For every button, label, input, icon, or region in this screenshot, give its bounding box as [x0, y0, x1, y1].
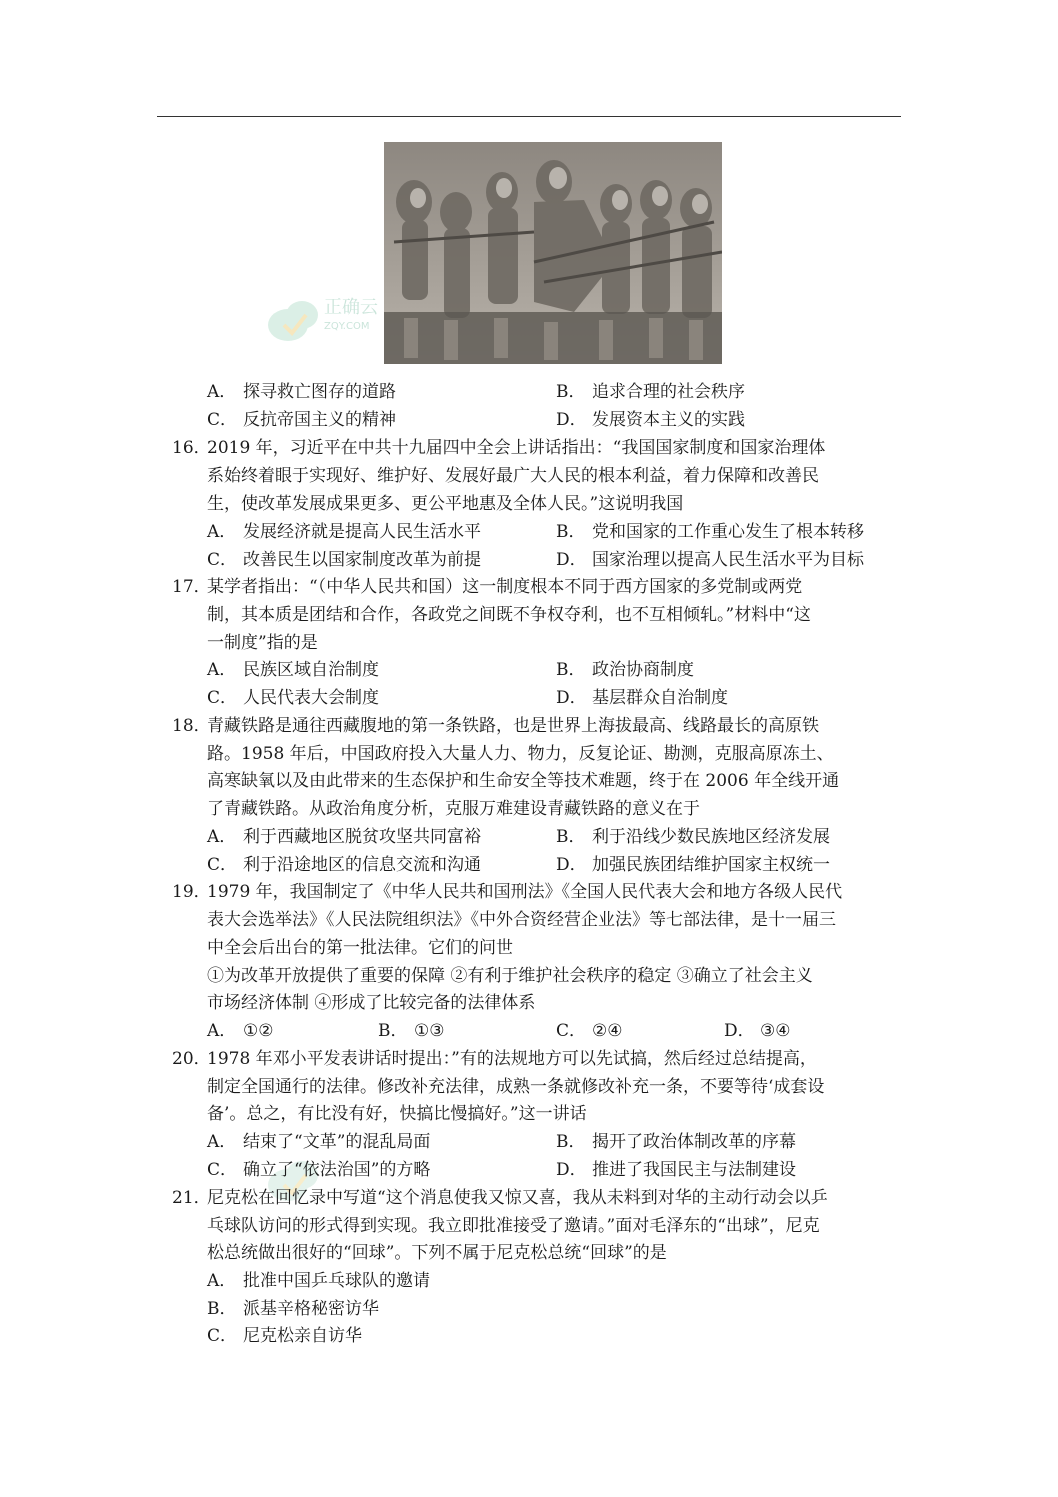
q17-option-a[interactable]: A． 民族区域自治制度 [207, 660, 379, 680]
q21-number: 21． [172, 1188, 211, 1208]
watermark-brand: 正确云 [324, 297, 378, 318]
q18-option-a[interactable]: A． 利于西藏地区脱贫攻坚共同富裕 [207, 827, 481, 847]
q21-option-c[interactable]: C． 尼克松亲自访华 [207, 1326, 362, 1346]
q21-option-a[interactable]: A． 批准中国乒乓球队的邀请 [207, 1271, 430, 1291]
q19-option-d[interactable]: D． ③④ [724, 1021, 791, 1041]
q20-option-a[interactable]: A． 结束了“文革”的混乱局面 [207, 1132, 431, 1152]
q18-option-c[interactable]: C． 利于沿途地区的信息交流和沟通 [207, 855, 481, 875]
q19-number: 19． [172, 882, 211, 902]
q16-number: 16． [172, 438, 211, 458]
cloud-check-icon [262, 285, 382, 355]
q20-option-d[interactable]: D． 推进了我国民主与法制建设 [556, 1160, 796, 1180]
q20-option-c[interactable]: C． 确立了“依法治国”的方略 [207, 1160, 431, 1180]
q19-option-a[interactable]: A． ①② [207, 1021, 274, 1041]
q17-option-d[interactable]: D． 基层群众自治制度 [556, 688, 728, 708]
watermark-domain: ZQY.COM [324, 321, 370, 332]
q20-number: 20． [172, 1049, 211, 1069]
q18-option-b[interactable]: B． 利于沿线少数民族地区经济发展 [556, 827, 830, 847]
watermark-logo-lower [262, 1145, 382, 1220]
q17-option-b[interactable]: B． 政治协商制度 [556, 660, 694, 680]
q16-option-b[interactable]: B． 党和国家的工作重心发生了根本转移 [556, 522, 864, 542]
q19-option-b[interactable]: B． ①③ [378, 1021, 445, 1041]
q16-option-c[interactable]: C． 改善民生以国家制度改革为前提 [207, 550, 481, 570]
q16-option-a[interactable]: A． 发展经济就是提高人民生活水平 [207, 522, 481, 542]
q18-number: 18． [172, 716, 211, 736]
q16-option-d[interactable]: D． 国家治理以提高人民生活水平为目标 [556, 550, 864, 570]
relief-sculpture-image [384, 142, 722, 364]
q20-option-b[interactable]: B． 揭开了政治体制改革的序幕 [556, 1132, 796, 1152]
q15-option-a[interactable]: A． 探寻救亡图存的道路 [207, 382, 396, 402]
q17-number: 17． [172, 577, 211, 597]
q18-option-d[interactable]: D． 加强民族团结维护国家主权统一 [556, 855, 830, 875]
q17-option-c[interactable]: C． 人民代表大会制度 [207, 688, 379, 708]
q21-option-b[interactable]: B． 派基辛格秘密访华 [207, 1299, 379, 1319]
header-rule [157, 116, 901, 117]
q15-option-d[interactable]: D． 发展资本主义的实践 [556, 410, 745, 430]
q15-option-c[interactable]: C． 反抗帝国主义的精神 [207, 410, 396, 430]
watermark-logo [262, 285, 382, 360]
q15-option-b[interactable]: B． 追求合理的社会秩序 [556, 382, 745, 402]
q19-option-c[interactable]: C． ②④ [556, 1021, 623, 1041]
